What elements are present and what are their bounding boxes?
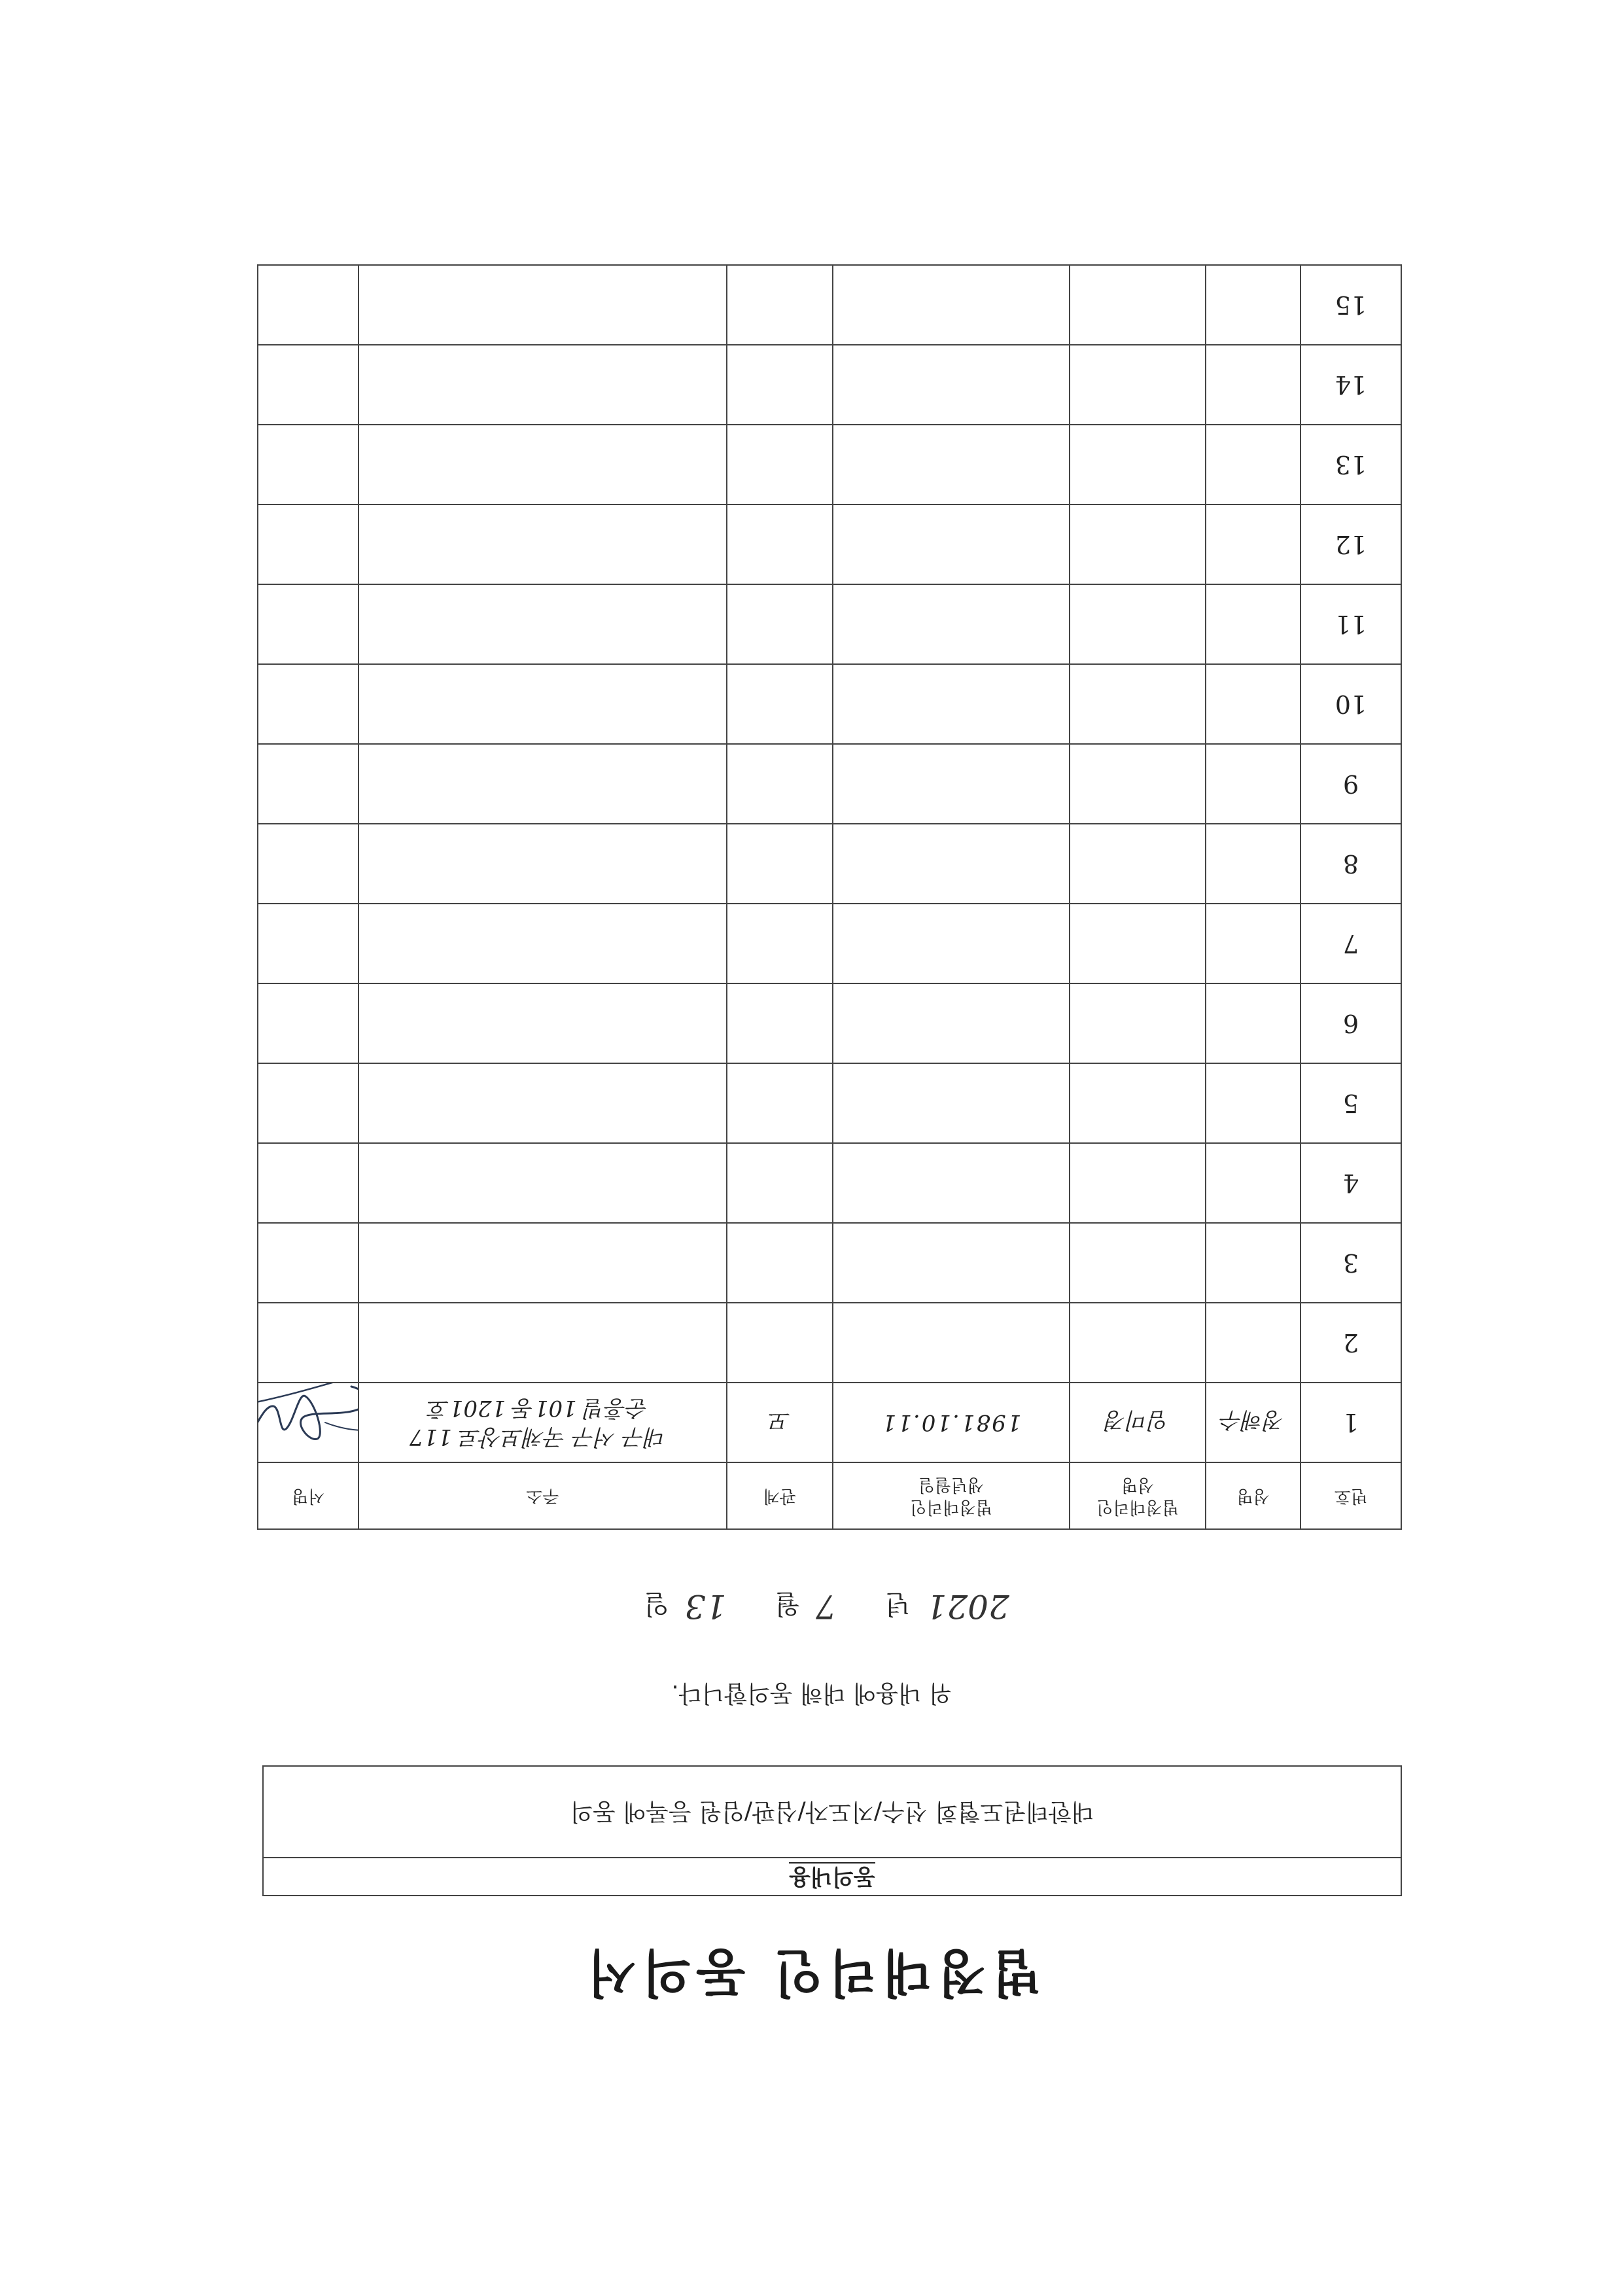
row-number: 1 [1300,1383,1401,1462]
table-row [258,1143,1401,1223]
row-address [358,265,727,345]
row-relation [727,425,833,504]
row-guardian-birth [833,1223,1070,1303]
row-address [358,1303,727,1383]
row-guardian-birth [833,824,1070,904]
row-guardian-birth [833,1143,1070,1223]
row-address [358,345,727,425]
row-number: 14 [1300,345,1401,425]
row-signature [258,744,358,824]
table-row [258,265,1401,345]
row-relation [727,904,833,983]
row-guardian-name: 임미경 [1070,1383,1206,1462]
date-day-unit: 일 [644,1589,669,1619]
table-row [258,504,1401,584]
row-name [1206,504,1300,584]
row-name [1206,265,1300,345]
row-number: 13 [1300,425,1401,504]
row-name [1206,345,1300,425]
row-guardian-name [1070,744,1206,824]
row-number: 15 [1300,265,1401,345]
date-year-unit: 년 [884,1589,911,1619]
date-year: 2021 [926,1587,1009,1625]
row-number: 3 [1300,1223,1401,1303]
row-guardian-name [1070,1143,1206,1223]
row-guardian-birth [833,345,1070,425]
table-row [258,824,1401,904]
row-guardian-birth [833,983,1070,1063]
row-guardian-birth [833,425,1070,504]
row-relation [727,1143,833,1223]
row-guardian-name [1070,504,1206,584]
row-address [358,1383,727,1462]
row-guardian-name [1070,345,1206,425]
row-signature [258,345,358,425]
row-number: 10 [1300,664,1401,744]
row-signature [258,265,358,345]
header-address: 주소 [358,1462,727,1529]
row-relation [727,1063,833,1143]
row-guardian-name [1070,584,1206,664]
row-address [358,824,727,904]
row-relation [727,345,833,425]
row-name [1206,824,1300,904]
row-signature [258,1223,358,1303]
row-name [1206,1303,1300,1383]
row-address [358,1223,727,1303]
header-guardian-birth-line1: 법정대리인 [910,1497,992,1517]
row-guardian-birth [833,664,1070,744]
table-row [258,1223,1401,1303]
row-relation [727,265,833,345]
row-guardian-birth [833,265,1070,345]
table-row [258,983,1401,1063]
row-guardian-birth [833,504,1070,584]
row-signature [258,425,358,504]
row-address [358,1143,727,1223]
row-name [1206,1143,1300,1223]
row-guardian-name [1070,983,1206,1063]
row-number: 8 [1300,824,1401,904]
row-number: 9 [1300,744,1401,824]
row-name [1206,664,1300,744]
header-guardian-birth-line2: 생년월일 [918,1475,985,1494]
row-relation [727,664,833,744]
row-name [1206,584,1300,664]
row-relation [727,1223,833,1303]
table-row [258,744,1401,824]
row-number: 2 [1300,1303,1401,1383]
row-address-line2: 순흥빌 101동 1201호 [427,1395,649,1421]
header-guardian-birth [833,1462,1070,1529]
row-guardian-birth [833,584,1070,664]
row-signature [258,1063,358,1143]
row-guardian-name [1070,425,1206,504]
row-relation [727,584,833,664]
row-guardian-birth [833,1063,1070,1143]
row-address [358,425,727,504]
consent-box [262,1765,1402,1896]
row-signature [258,1303,358,1383]
handwritten-signature [258,1383,358,1462]
row-guardian-name [1070,904,1206,983]
header-name: 성명 [1206,1462,1300,1529]
row-number: 5 [1300,1063,1401,1143]
row-address [358,504,727,584]
row-address [358,983,727,1063]
row-signature [258,664,358,744]
row-guardian-birth [833,744,1070,824]
document-title: 법정대리인 동의서 [582,1943,1041,2002]
consent-heading: 동의내용 [789,1863,875,1890]
row-signature [258,983,358,1063]
table-row [258,345,1401,425]
row-guardian-birth: 1981.10.11 [833,1383,1070,1462]
row-name [1206,983,1300,1063]
row-address [358,904,727,983]
header-signature: 서명 [258,1462,358,1529]
row-name [1206,1063,1300,1143]
row-guardian-name [1070,664,1206,744]
header-guardian-name-line1: 법정대리인 [1096,1497,1179,1517]
row-relation [727,983,833,1063]
row-name [1206,904,1300,983]
row-guardian-name [1070,1063,1206,1143]
row-signature [258,584,358,664]
row-guardian-name [1070,824,1206,904]
table-row [258,1063,1401,1143]
row-signature [258,1143,358,1223]
table-row [258,904,1401,983]
row-address-line1: 대구 서구 국채보상로 117 [410,1424,667,1450]
table-row [258,584,1401,664]
row-guardian-name [1070,265,1206,345]
date-month: 7 [816,1587,837,1625]
row-number: 7 [1300,904,1401,983]
table-row [258,425,1401,504]
table-row [258,664,1401,744]
row-address [358,664,727,744]
row-guardian-birth [833,1303,1070,1383]
row-name [1206,1223,1300,1303]
header-relation: 관계 [727,1462,833,1529]
row-relation: 모 [727,1383,833,1462]
row-number: 6 [1300,983,1401,1063]
row-number: 11 [1300,584,1401,664]
row-relation [727,744,833,824]
consent-text: 대한테권도협회 선수/지도자/심판/임원 등록에 동의 [570,1798,1094,1825]
header-guardian-name-line2: 성명 [1121,1475,1155,1494]
row-signature [258,1383,358,1462]
table-row [258,1303,1401,1383]
row-address [358,744,727,824]
date-day: 13 [684,1587,727,1625]
consent-heading-cell [264,1857,1401,1895]
row-signature [258,904,358,983]
date-month-unit: 월 [775,1589,801,1619]
row-guardian-name [1070,1303,1206,1383]
row-guardian-name [1070,1223,1206,1303]
row-number: 12 [1300,504,1401,584]
row-name [1206,425,1300,504]
agree-statement: 위 내용에 대해 동의합니다. [671,1680,952,1706]
row-signature [258,824,358,904]
date-line [0,1587,1623,1625]
row-guardian-birth [833,904,1070,983]
header-number: 번호 [1300,1462,1401,1529]
header-guardian-name [1070,1462,1206,1529]
row-name [1206,744,1300,824]
row-relation [727,824,833,904]
row-relation [727,504,833,584]
table-header-row [258,1462,1401,1529]
row-address [358,584,727,664]
row-number: 4 [1300,1143,1401,1223]
table-row [258,1383,1401,1462]
row-name: 정해수 [1206,1383,1300,1462]
guardian-table [257,264,1402,1530]
row-relation [727,1303,833,1383]
row-address [358,1063,727,1143]
row-signature [258,504,358,584]
